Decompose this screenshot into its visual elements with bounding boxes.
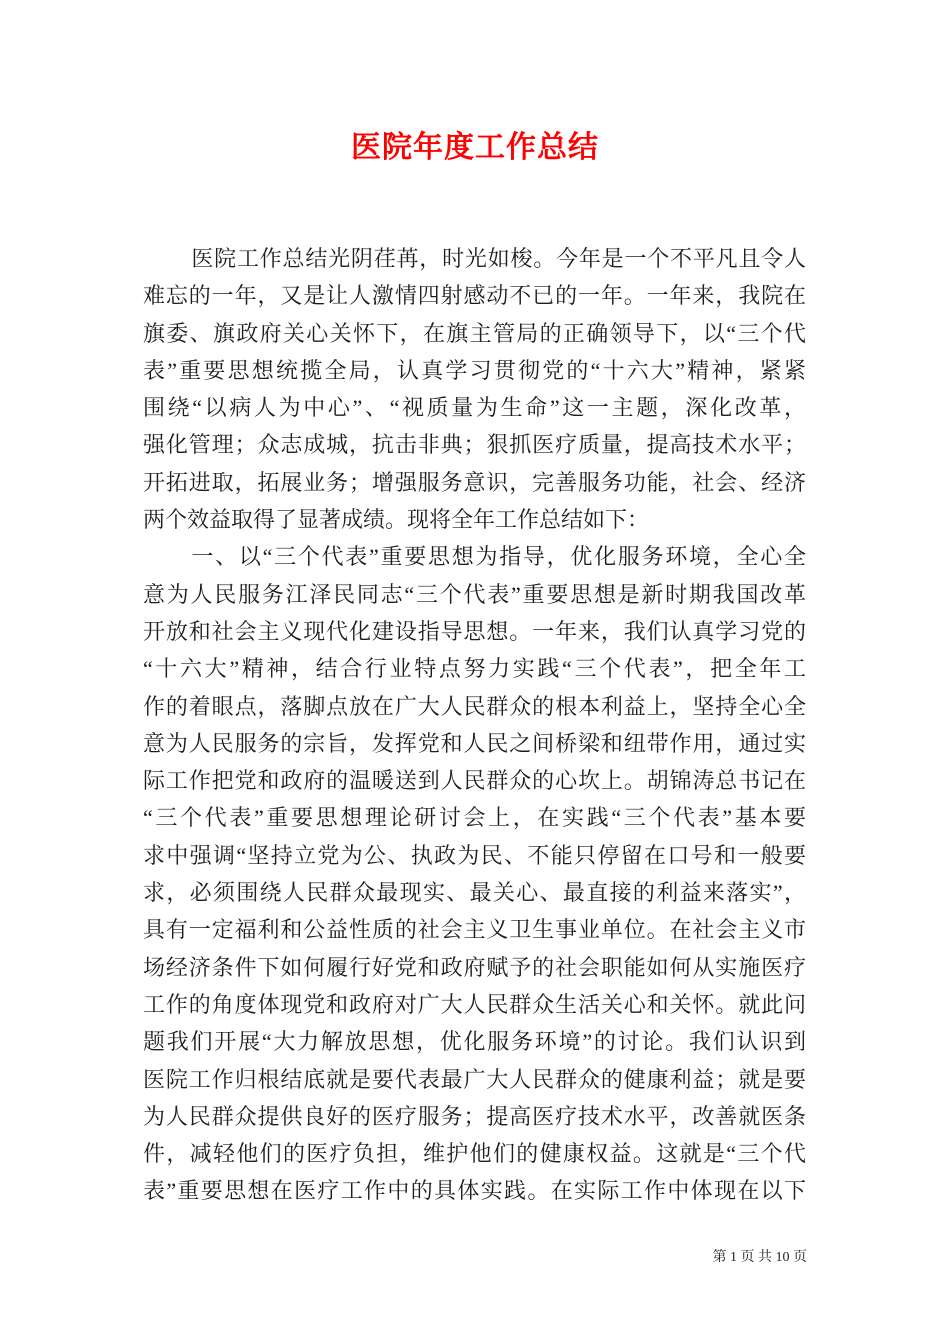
body-text-line: 难忘的一年，又是让人激情四射感动不已的一年。一年来，我院在 [143, 283, 806, 309]
body-text-line: 为人民群众提供良好的医疗服务；提高医疗技术水平，改善就医条 [143, 1103, 806, 1129]
body-text-line: 意为人民服务的宗旨，发挥党和人民之间桥梁和纽带作用，通过实 [143, 730, 806, 756]
page-number-footer: 第 1 页 共 10 页 [712, 1250, 807, 1265]
body-text-line: 开放和社会主义现代化建设指导思想。一年来，我们认真学习党的 [143, 618, 806, 644]
body-text-line: “十六大”精神，结合行业特点努力实践“三个代表”，把全年工 [143, 656, 806, 682]
document-body [143, 240, 806, 1210]
body-text-line: 作的着眼点，落脚点放在广大人民群众的根本利益上，坚持全心全 [143, 693, 806, 719]
body-text-line: 场经济条件下如何履行好党和政府赋予的社会职能如何从实施医疗 [143, 954, 806, 980]
body-text-line: 求，必须围绕人民群众最现实、最关心、最直接的利益来落实”， [143, 880, 806, 906]
body-text-line: 求中强调“坚持立党为公、执政为民、不能只停留在口号和一般要 [143, 842, 806, 868]
body-text-line: 表”重要思想在医疗工作中的具体实践。在实际工作中体现在以下 [143, 1178, 806, 1204]
body-text-line: 具有一定福利和公益性质的社会主义卫生事业单位。在社会主义市 [143, 917, 806, 943]
body-text-line: 工作的角度体现党和政府对广大人民群众生活关心和关怀。就此问 [143, 991, 806, 1017]
body-text-line: 件，减轻他们的医疗负担，维护他们的健康权益。这就是“三个代 [143, 1141, 806, 1167]
body-text-line: 际工作把党和政府的温暖送到人民群众的心坎上。胡锦涛总书记在 [143, 768, 806, 794]
body-text-line: 围绕“以病人为中心”、“视质量为生命”这一主题，深化改革， [143, 395, 806, 421]
body-text-line: 医院工作总结光阴荏苒，时光如梭。今年是一个不平凡且令人 [191, 246, 806, 271]
body-text-line: 强化管理；众志成城，抗击非典；狠抓医疗质量，提高技术水平； [143, 432, 806, 458]
document-title: 医院年度工作总结 [351, 131, 599, 164]
body-text-line: 医院工作归根结底就是要代表最广大人民群众的健康利益；就是要 [143, 1066, 806, 1092]
body-text-line: 一、以“三个代表”重要思想为指导，优化服务环境，全心全 [191, 544, 806, 570]
body-text-line: 开拓进取，拓展业务；增强服务意识，完善服务功能，社会、经济 [143, 469, 806, 495]
body-text-line: “三个代表”重要思想理论研讨会上，在实践“三个代表”基本要 [143, 805, 806, 831]
body-text-line: 两个效益取得了显著成绩。现将全年工作总结如下： [143, 507, 650, 533]
body-text-line: 旗委、旗政府关心关怀下，在旗主管局的正确领导下，以“三个代 [143, 320, 806, 346]
body-text-line: 表”重要思想统揽全局，认真学习贯彻党的“十六大”精神，紧紧 [143, 357, 806, 383]
body-text-line: 意为人民服务江泽民同志“三个代表”重要思想是新时期我国改革 [143, 581, 806, 607]
body-text-line: 题我们开展“大力解放思想，优化服务环境”的讨论。我们认识到 [143, 1029, 806, 1055]
